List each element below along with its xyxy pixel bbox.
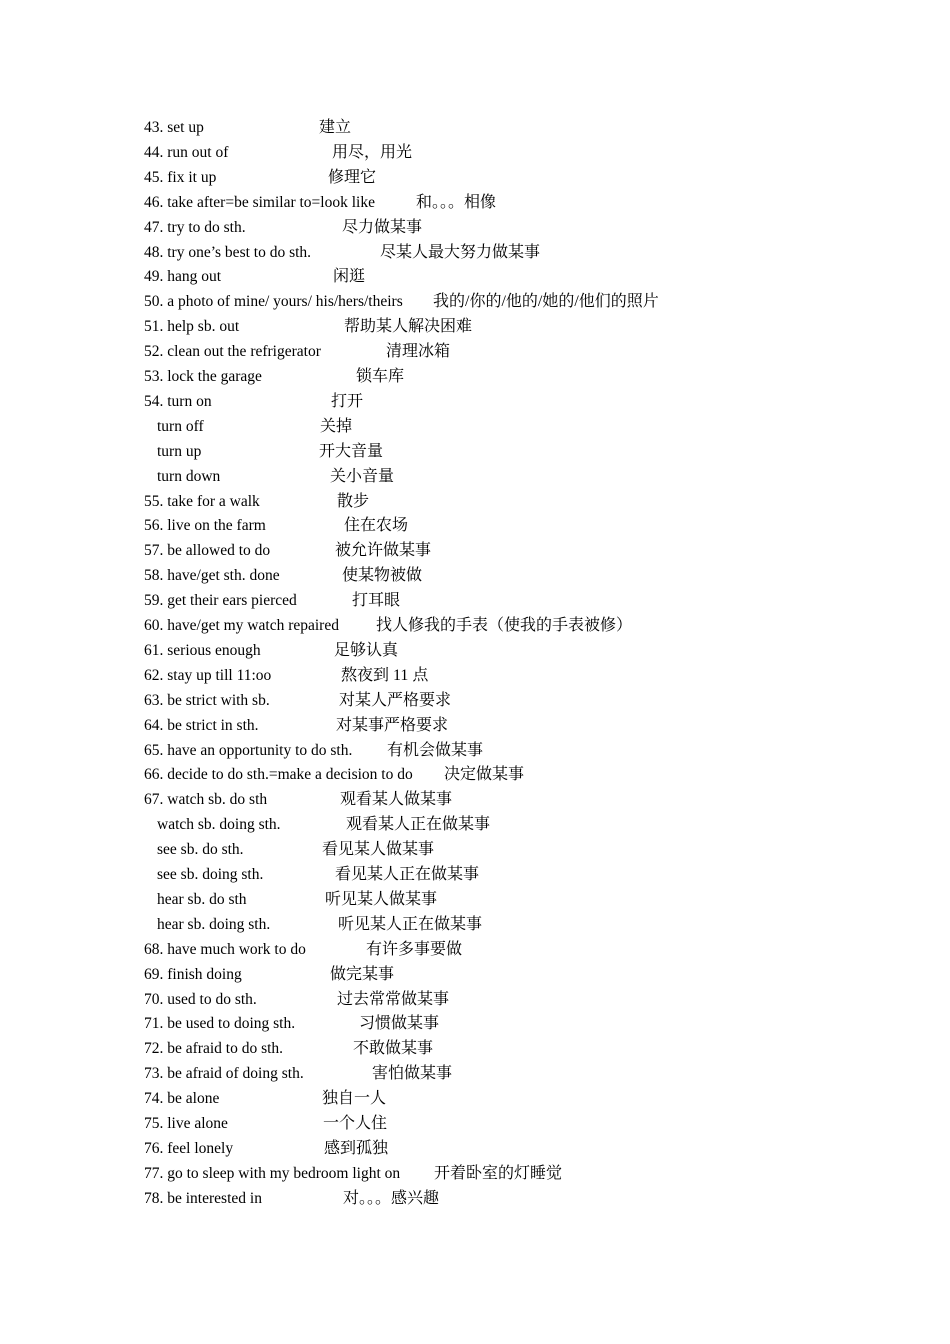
- phrase-row: [144, 564, 940, 588]
- phrase-english: 53. lock the garage: [144, 368, 262, 385]
- phrase-english: watch sb. doing sth.: [157, 816, 281, 834]
- phrase-row: [144, 1087, 940, 1111]
- phrase-row: [157, 465, 940, 489]
- phrase-row: [144, 614, 940, 638]
- phrase-row: [144, 390, 940, 414]
- phrase-row: [144, 365, 940, 389]
- phrase-chinese: 决定做某事: [444, 766, 525, 784]
- phrase-english: 57. be allowed to do: [144, 542, 271, 560]
- phrase-english: 48. try one’s best to do sth.: [144, 243, 312, 261]
- phrase-chinese: 害怕做某事: [372, 1065, 453, 1083]
- phrase-row: [144, 514, 940, 538]
- phrase-english: turn down: [157, 467, 221, 485]
- phrase-row: [157, 440, 940, 464]
- phrase-chinese: 对某事严格要求: [336, 716, 449, 734]
- phrase-chinese: 找人修我的手表（使我的手表被修）: [376, 617, 633, 634]
- phrase-chinese: 尽某人最大努力做某事: [380, 243, 541, 261]
- phrase-english: hear sb. do sth: [157, 890, 247, 908]
- phrase-english: 54. turn on: [144, 392, 212, 410]
- phrase-english: hear sb. doing sth.: [157, 915, 271, 933]
- phrase-english: 67. watch sb. do sth: [144, 791, 268, 809]
- phrase-chinese: 闲逛: [333, 268, 366, 286]
- phrase-chinese: 使某物被做: [342, 567, 423, 585]
- phrase-row: [144, 1012, 940, 1036]
- phrase-row: [144, 714, 940, 738]
- phrase-english: 49. hang out: [144, 268, 222, 286]
- phrase-row: [144, 216, 940, 240]
- phrase-chinese: 独自一人: [322, 1090, 387, 1108]
- phrase-english: 77. go to sleep with my bedroom light on: [144, 1164, 401, 1182]
- phrase-chinese: 有许多事要做: [366, 940, 463, 958]
- phrase-chinese: 开着卧室的灯睡觉: [434, 1164, 563, 1182]
- phrase-chinese: 一个人住: [323, 1115, 388, 1132]
- phrase-chinese: 对。。。感兴趣: [343, 1189, 440, 1207]
- phrase-chinese: 看见某人正在做某事: [335, 866, 480, 883]
- phrase-english: 55. take for a walk: [144, 492, 260, 510]
- phrase-chinese: 做完某事: [330, 965, 395, 983]
- phrase-row: [157, 813, 940, 837]
- phrase-row: [157, 838, 940, 862]
- phrase-chinese: 散步: [337, 492, 370, 510]
- phrase-english: 66. decide to do sth.=make a decision to do: [144, 766, 413, 784]
- phrase-row: [157, 888, 940, 912]
- phrase-chinese: 习惯做某事: [359, 1015, 440, 1033]
- phrase-english: 63. be strict with sb.: [144, 691, 270, 709]
- phrase-row: [144, 290, 940, 314]
- phrase-row: [144, 664, 940, 688]
- phrase-english: 56. live on the farm: [144, 517, 266, 535]
- phrase-english: 47. try to do sth.: [144, 218, 246, 236]
- phrase-english: 52. clean out the refrigerator: [144, 343, 321, 361]
- phrase-english: 64. be strict in sth.: [144, 716, 259, 734]
- phrase-english: 59. get their ears pierced: [144, 592, 297, 610]
- phrase-chinese: 观看某人做某事: [340, 791, 453, 809]
- phrase-row: [144, 340, 940, 364]
- phrase-row: [144, 1112, 940, 1136]
- phrase-row: [144, 241, 940, 265]
- phrase-chinese: 被允许做某事: [335, 542, 432, 560]
- phrase-chinese: 听见某人正在做某事: [338, 915, 483, 933]
- phrase-row: [144, 589, 940, 613]
- phrase-chinese: 过去常常做某事: [337, 990, 450, 1008]
- phrase-chinese: 住在农场: [344, 517, 409, 535]
- phrase-row: [144, 763, 940, 787]
- phrase-english: 78. be interested in: [144, 1189, 262, 1207]
- phrase-chinese: 熬夜到 11 点: [341, 666, 429, 684]
- phrase-english: 75. live alone: [144, 1115, 228, 1132]
- phrase-chinese: 开大音量: [319, 442, 384, 460]
- phrase-chinese: 足够认真: [334, 641, 399, 659]
- phrase-row: [144, 265, 940, 289]
- phrase-english: 69. finish doing: [144, 965, 242, 983]
- phrase-row: [144, 689, 940, 713]
- phrase-chinese: 修理它: [328, 168, 377, 186]
- phrase-english: 44. run out of: [144, 143, 229, 161]
- phrase-row: [144, 1062, 940, 1086]
- phrase-chinese: 清理冰箱: [386, 343, 451, 361]
- phrase-english: 50. a photo of mine/ yours/ his/hers/theirs: [144, 293, 403, 311]
- phrase-english: see sb. do sth.: [157, 841, 244, 859]
- phrase-row: [157, 913, 940, 937]
- phrase-chinese: 关掉: [320, 417, 353, 435]
- phrase-chinese: 我的/你的/他的/她的/他们的照片: [433, 293, 659, 311]
- phrase-english: 60. have/get my watch repaired: [144, 617, 339, 634]
- phrase-chinese: 有机会做某事: [387, 741, 484, 759]
- phrase-english: turn off: [157, 417, 204, 435]
- phrase-english: 51. help sb. out: [144, 318, 240, 336]
- phrase-row: [144, 988, 940, 1012]
- phrase-row: [144, 739, 940, 763]
- phrase-row: [144, 1037, 940, 1061]
- phrase-chinese: 不敢做某事: [353, 1040, 434, 1058]
- phrase-english: 72. be afraid to do sth.: [144, 1040, 284, 1058]
- phrase-chinese: 和。。。相像: [416, 193, 497, 211]
- phrase-chinese: 听见某人做某事: [325, 890, 438, 908]
- phrase-english: 71. be used to doing sth.: [144, 1015, 296, 1033]
- phrase-english: turn up: [157, 442, 202, 460]
- phrase-chinese: 用尽，用光: [332, 143, 413, 161]
- phrase-chinese: 尽力做某事: [342, 218, 423, 236]
- phrase-row: [157, 863, 940, 887]
- phrase-chinese: 对某人严格要求: [339, 691, 452, 709]
- phrase-english: 76. feel lonely: [144, 1139, 234, 1157]
- phrase-english: 74. be alone: [144, 1090, 220, 1108]
- phrase-english: 58. have/get sth. done: [144, 567, 280, 585]
- phrase-english: 43. set up: [144, 119, 204, 136]
- phrase-row: [144, 191, 940, 215]
- phrase-chinese: 帮助某人解决困难: [344, 318, 473, 336]
- phrase-english: 70. used to do sth.: [144, 990, 257, 1008]
- phrase-chinese: 观看某人正在做某事: [346, 816, 491, 834]
- phrase-row: [144, 166, 940, 190]
- phrase-row: [144, 1187, 940, 1211]
- phrase-row: [144, 938, 940, 962]
- phrase-chinese: 打开: [331, 392, 364, 410]
- phrase-row: [144, 539, 940, 563]
- phrase-english: 62. stay up till 11:oo: [144, 666, 272, 684]
- phrase-english: 65. have an opportunity to do sth.: [144, 741, 353, 759]
- phrase-row: [144, 788, 940, 812]
- phrase-english: see sb. doing sth.: [157, 866, 264, 883]
- phrase-english: 68. have much work to do: [144, 940, 306, 958]
- phrase-chinese: 打耳眼: [352, 592, 401, 610]
- phrase-english: 46. take after=be similar to=look like: [144, 193, 375, 211]
- phrase-english: 73. be afraid of doing sth.: [144, 1065, 304, 1083]
- phrase-chinese: 关小音量: [330, 467, 395, 485]
- phrase-row: [144, 490, 940, 514]
- phrase-chinese: 看见某人做某事: [322, 841, 435, 859]
- phrase-english: 45. fix it up: [144, 168, 217, 186]
- phrase-row: [144, 1137, 940, 1161]
- phrase-row: [144, 963, 940, 987]
- phrase-chinese: 建立: [319, 119, 352, 136]
- phrase-chinese: 感到孤独: [324, 1139, 389, 1157]
- phrase-row: [144, 1162, 940, 1186]
- phrase-row: [144, 639, 940, 663]
- phrase-row: [157, 415, 940, 439]
- phrase-row: [144, 141, 940, 165]
- phrase-row: [144, 315, 940, 339]
- phrase-row: [144, 116, 940, 140]
- phrase-chinese: 锁车库: [356, 368, 405, 385]
- phrase-english: 61. serious enough: [144, 641, 261, 659]
